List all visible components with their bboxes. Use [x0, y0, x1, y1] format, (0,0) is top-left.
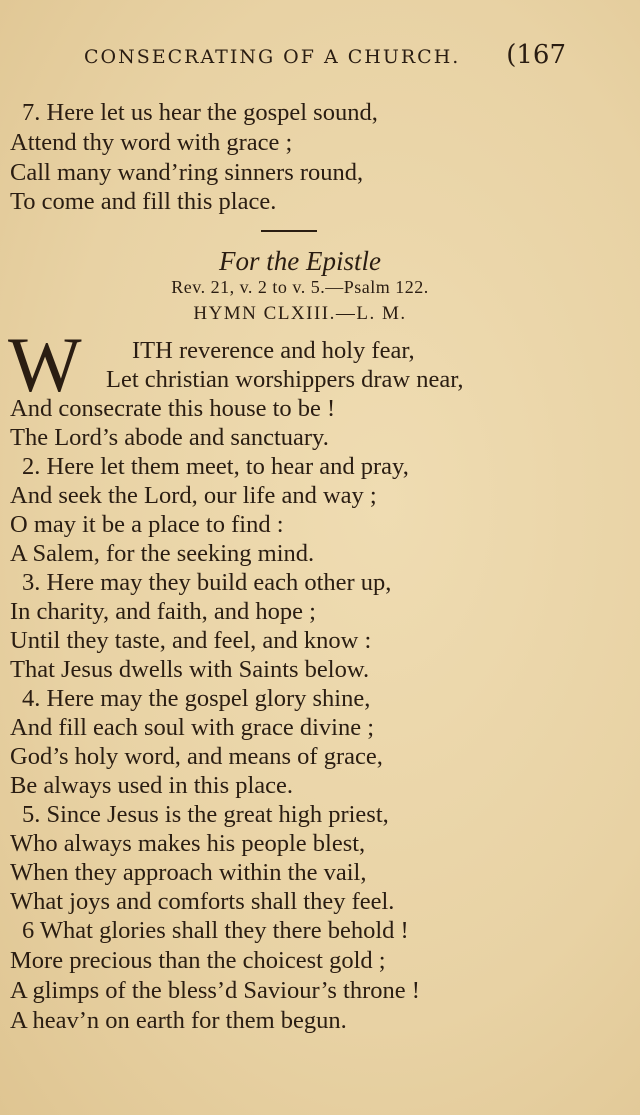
verse-line: And consecrate this house to be ! [10, 395, 336, 422]
verse-line-first: ITH reverence and holy fear, [132, 337, 415, 364]
verse-line: A glimps of the bless’d Saviour’s throne ! [10, 977, 420, 1004]
verse-line: 5. Since Jesus is the great high priest, [22, 801, 389, 828]
section-divider [261, 230, 317, 232]
verse-line: Until they taste, and feel, and know : [10, 627, 372, 654]
verse-line: 4. Here may the gospel glory shine, [22, 685, 371, 712]
verse-line: God’s holy word, and means of grace, [10, 743, 383, 770]
verse-line: And seek the Lord, our life and way ; [10, 482, 377, 509]
verse-line: In charity, and faith, and hope ; [10, 598, 316, 625]
verse-line: A Salem, for the seeking mind. [10, 540, 315, 567]
verse-line: That Jesus dwells with Saints below. [10, 656, 370, 683]
verse-line: Be always used in this place. [10, 772, 294, 799]
verse-line: The Lord’s abode and sanctuary. [10, 424, 329, 451]
verse-line: Attend thy word with grace ; [10, 129, 293, 156]
page-number: (167 [506, 40, 566, 70]
verse-line: Who always makes his people blest, [10, 830, 366, 857]
drop-cap: W [8, 321, 82, 408]
scripture-reference: Rev. 21, v. 2 to v. 5.—Psalm 122. [171, 277, 429, 297]
running-title: CONSECRATING OF A CHURCH. [84, 46, 461, 68]
verse-line: 2. Here let them meet, to hear and pray, [22, 453, 409, 480]
verse-line: More precious than the choicest gold ; [10, 947, 386, 974]
verse-line: What joys and comforts shall they feel. [10, 888, 395, 915]
verse-line: And fill each soul with grace divine ; [10, 714, 374, 741]
verse-line: A heav’n on earth for them begun. [10, 1007, 347, 1034]
hymn-heading: HYMN CLXIII.—L. M. [193, 303, 407, 324]
verse-line: 6 What glories shall they there behold ! [22, 917, 409, 944]
verse-line: When they approach within the vail, [10, 859, 367, 886]
verse-line: O may it be a place to find : [10, 511, 284, 538]
verse-line: 3. Here may they build each other up, [22, 569, 392, 596]
verse-line: To come and fill this place. [10, 188, 277, 215]
section-title: For the Epistle [219, 246, 381, 276]
verse-line: 7. Here let us hear the gospel sound, [22, 99, 378, 126]
verse-line: Call many wand’ring sinners round, [10, 159, 364, 186]
verse-line: Let christian worshippers draw near, [106, 366, 464, 393]
